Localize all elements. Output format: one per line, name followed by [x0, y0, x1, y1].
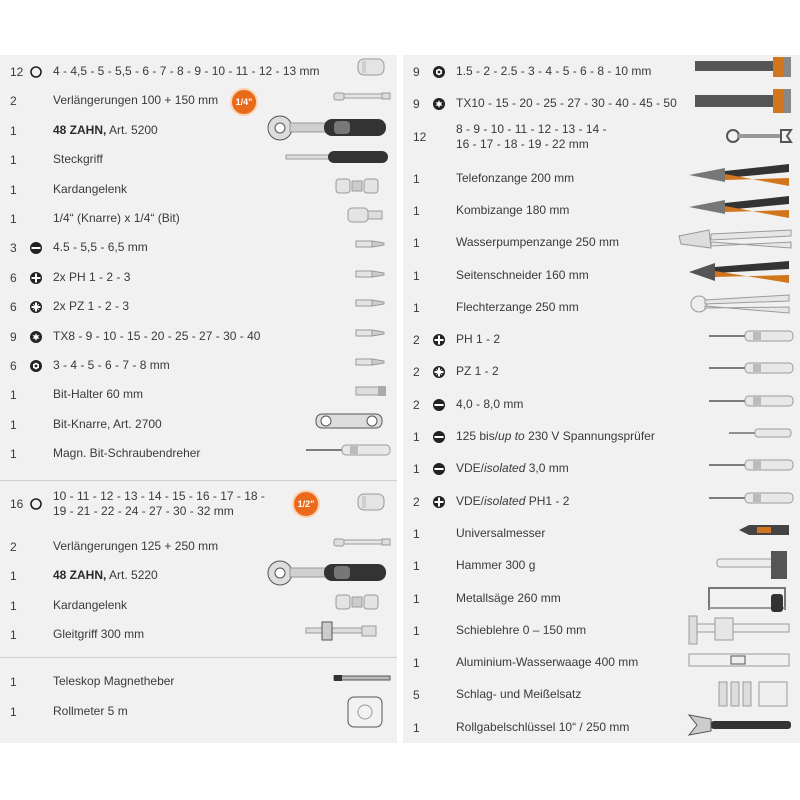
phillips-icon — [29, 271, 43, 285]
list-item — [413, 422, 798, 452]
list-item — [413, 293, 798, 323]
right-panel — [403, 55, 800, 743]
item-description — [53, 539, 218, 554]
list-item — [10, 561, 395, 591]
item-text: 1.5 - 2 - 2.5 - 3 - 4 - 5 - 6 - 8 - 10 mm — [456, 64, 652, 78]
section-divider — [0, 657, 397, 658]
item-description — [53, 417, 162, 432]
item-text: Schlag- und Meißelsatz — [456, 687, 582, 702]
item-text: Metallsäge 260 mm — [456, 590, 561, 605]
item-description — [456, 122, 607, 152]
list-item — [10, 116, 395, 146]
quantity: 1 — [413, 720, 420, 735]
quantity: 1 — [10, 417, 17, 432]
adjustable-wrench-icon — [685, 711, 795, 748]
item-description — [53, 598, 127, 613]
item-description — [53, 329, 260, 344]
item-description — [53, 93, 218, 108]
item-text-line2: 19 - 21 - 22 - 24 - 27 - 30 - 32 mm — [53, 504, 234, 518]
quantity: 1 — [413, 236, 420, 251]
quantity: 1 — [10, 598, 17, 613]
list-item — [10, 410, 395, 440]
item-model-label: 48 ZAHN, — [53, 568, 107, 583]
quantity: 2 — [413, 397, 420, 412]
list-item — [413, 357, 798, 387]
item-text: Rollgabelschlüssel 10“ / 250 mm — [456, 719, 630, 734]
tape-measure-icon — [342, 695, 392, 732]
item-text-italic: isolated — [484, 493, 526, 508]
screwdriver-icon — [302, 437, 392, 474]
list-item — [10, 263, 395, 293]
item-text: 10 - 11 - 12 - 13 - 14 - 15 - 16 - 17 - 18 - — [53, 489, 265, 503]
item-description — [53, 446, 200, 461]
item-text: 125 bis/ — [456, 429, 499, 443]
quantity: 9 — [10, 329, 17, 344]
item-text-italic: up to — [498, 429, 525, 443]
item-description — [456, 96, 677, 111]
item-text: 3 - 4 - 5 - 6 - 7 - 8 mm — [53, 358, 170, 372]
list-item — [10, 697, 395, 727]
quantity: 1 — [10, 627, 17, 642]
list-item — [10, 351, 395, 381]
item-description — [53, 182, 127, 197]
list-item — [413, 616, 798, 646]
quantity: 1 — [10, 675, 17, 689]
list-item — [413, 454, 798, 484]
quantity: 1 — [413, 623, 420, 638]
item-text-line2: 16 - 17 - 18 - 19 - 22 mm — [456, 136, 589, 151]
item-description — [456, 655, 638, 670]
item-model-label: 48 ZAHN, — [53, 122, 107, 137]
item-text: PZ 1 - 2 — [456, 364, 499, 379]
list-item — [413, 390, 798, 420]
socket-icon — [352, 490, 392, 527]
item-description — [456, 591, 561, 606]
item-description — [53, 152, 103, 167]
item-text: 2x PH 1 - 2 - 3 — [53, 269, 131, 284]
quantity: 1 — [10, 123, 17, 138]
item-description — [456, 64, 651, 79]
item-text: Rollmeter 5 m — [53, 704, 128, 718]
quantity: 2 — [413, 494, 420, 509]
slot-icon — [432, 462, 446, 476]
item-description — [53, 64, 320, 79]
item-description — [53, 211, 180, 226]
quantity: 2 — [10, 540, 17, 554]
item-description — [456, 235, 619, 250]
item-description — [53, 358, 170, 373]
quantity: 1 — [413, 526, 420, 541]
list-item — [413, 122, 798, 158]
item-text: 8 - 9 - 10 - 11 - 12 - 13 - 14 - — [456, 121, 607, 136]
item-text: Flechterzange 250 mm — [456, 299, 579, 314]
item-description — [456, 332, 500, 347]
list-item — [10, 439, 395, 469]
combination-wrench-icon — [725, 123, 795, 160]
list-item — [10, 204, 395, 234]
item-description — [456, 397, 523, 412]
ring-icon — [29, 497, 43, 511]
item-description — [53, 674, 174, 689]
list-item — [413, 584, 798, 614]
item-description — [53, 123, 158, 138]
quantity: 3 — [10, 241, 17, 256]
item-description — [456, 429, 655, 444]
list-item — [10, 380, 395, 410]
quantity: 1 — [10, 447, 17, 462]
quantity: 1 — [413, 656, 420, 671]
item-text: TX8 - 9 - 10 - 15 - 20 - 25 - 27 - 30 - 40 — [53, 328, 261, 343]
item-text: Telefonzange 200 mm — [456, 170, 575, 185]
list-item — [10, 57, 395, 87]
quantity: 1 — [413, 430, 420, 444]
item-description — [456, 268, 589, 283]
item-text-italic: isolated — [484, 461, 526, 476]
section-divider — [0, 480, 397, 481]
list-item — [10, 667, 395, 697]
item-text: 2x PZ 1 - 2 - 3 — [53, 299, 130, 314]
list-item — [10, 532, 395, 562]
item-text: TX10 - 15 - 20 - 25 - 27 - 30 - 40 - 45 - 50 — [456, 96, 677, 111]
item-description — [456, 526, 545, 541]
item-text: Art. 5200 — [106, 122, 158, 137]
quantity: 1 — [10, 569, 17, 584]
left-panel — [0, 55, 397, 743]
quantity: 2 — [413, 365, 420, 380]
item-text: 1/4“ (Knarre) x 1/4“ (Bit) — [53, 211, 180, 225]
item-text: Seitenschneider 160 mm — [456, 267, 589, 282]
item-description — [53, 299, 129, 314]
list-item — [413, 648, 798, 678]
quantity: 2 — [10, 94, 17, 109]
item-description — [456, 171, 574, 186]
item-description — [53, 489, 265, 519]
quantity: 12 — [10, 65, 24, 79]
list-item — [10, 322, 395, 352]
quantity: 1 — [413, 300, 420, 315]
quantity: 1 — [10, 182, 17, 197]
quantity: 1 — [413, 559, 420, 574]
phillips-icon — [432, 333, 446, 347]
item-description — [456, 623, 586, 638]
torx-icon — [432, 97, 446, 111]
list-item — [413, 261, 798, 291]
list-item — [413, 519, 798, 549]
quantity: 2 — [413, 333, 420, 348]
item-text: 4 - 4,5 - 5 - 5,5 - 6 - 7 - 8 - 9 - 10 - 11 - 12 - 13 mm — [53, 64, 320, 78]
drive-size-badge: 1/2" — [292, 490, 320, 518]
item-text: Kardangelenk — [53, 597, 128, 612]
list-item — [10, 86, 395, 116]
list-item — [413, 57, 798, 87]
quantity: 1 — [413, 462, 420, 477]
quantity: 16 — [10, 497, 24, 511]
item-text: Kardangelenk — [53, 181, 128, 196]
list-item — [413, 487, 798, 517]
item-text: 4.5 - 5,5 - 6,5 mm — [53, 240, 148, 255]
list-item — [413, 89, 798, 119]
list-item — [413, 325, 798, 355]
quantity: 1 — [413, 268, 420, 283]
quantity: 6 — [10, 359, 17, 373]
hex-icon — [29, 359, 43, 373]
item-text: 4,0 - 8,0 mm — [456, 396, 524, 411]
item-text: Bit-Halter 60 mm — [53, 387, 144, 402]
quantity: 6 — [10, 270, 17, 285]
item-text: Verlängerungen 100 + 150 mm — [53, 93, 219, 108]
quantity: 1 — [413, 591, 420, 606]
slot-icon — [432, 398, 446, 412]
item-description — [456, 203, 569, 218]
item-description — [53, 240, 148, 255]
list-item — [10, 175, 395, 205]
item-text-tail: 230 V Spannungsprüfer — [524, 429, 655, 443]
slot-icon — [29, 241, 43, 255]
item-text-tail: PH1 - 2 — [525, 493, 570, 508]
item-description — [53, 270, 130, 285]
list-item — [413, 164, 798, 194]
hex-icon — [432, 65, 446, 79]
item-text: Bit-Knarre, Art. 2700 — [53, 416, 162, 431]
item-text: Hammer 300 g — [456, 558, 536, 573]
list-item — [10, 233, 395, 263]
item-text: Art. 5220 — [106, 568, 158, 583]
item-description — [53, 568, 158, 583]
item-text: Universalmesser — [456, 525, 546, 540]
item-text: VDE/ — [456, 493, 485, 508]
item-text: Aluminium-Wasserwaage 400 mm — [456, 655, 639, 670]
torx-key-set-icon — [685, 87, 795, 124]
quantity: 9 — [413, 65, 420, 79]
quantity: 9 — [413, 97, 420, 112]
item-description — [456, 494, 569, 509]
item-text: Schieblehre 0 – 150 mm — [456, 622, 587, 637]
item-description — [456, 300, 579, 315]
item-text: Steckgriff — [53, 152, 103, 167]
item-description — [456, 558, 535, 573]
item-description — [456, 461, 569, 476]
item-text: VDE/ — [456, 461, 485, 476]
item-text: Kombizange 180 mm — [456, 202, 570, 217]
quantity: 6 — [10, 300, 17, 315]
item-text: Verlängerungen 125 + 250 mm — [53, 539, 219, 553]
ring-icon — [29, 65, 43, 79]
list-item — [413, 680, 798, 710]
quantity: 1 — [10, 705, 17, 719]
quantity: 5 — [413, 688, 420, 703]
item-text-tail: 3,0 mm — [525, 461, 569, 476]
list-item — [413, 228, 798, 258]
quantity: 1 — [10, 388, 17, 403]
quantity: 1 — [413, 171, 420, 186]
quantity: 12 — [413, 129, 427, 144]
pozidriv-icon — [432, 365, 446, 379]
item-description — [456, 364, 499, 379]
quantity: 1 — [10, 153, 17, 168]
pozidriv-icon — [29, 300, 43, 314]
item-text: Wasserpumpenzange 250 mm — [456, 235, 619, 250]
phillips-icon — [432, 495, 446, 509]
list-item — [413, 713, 798, 743]
item-text: Gleitgriff 300 mm — [53, 626, 145, 641]
item-description — [456, 720, 629, 735]
item-description — [53, 387, 143, 402]
item-description — [456, 687, 581, 702]
list-item — [10, 591, 395, 621]
t-bar-icon — [302, 618, 392, 655]
item-text: Teleskop Magnetheber — [53, 674, 175, 688]
list-item — [10, 145, 395, 175]
list-item — [10, 489, 395, 525]
item-description — [53, 704, 128, 719]
list-item — [10, 292, 395, 322]
list-item — [10, 620, 395, 650]
slot-icon — [432, 430, 446, 444]
item-text: Magn. Bit-Schraubendreher — [53, 446, 201, 461]
list-item — [413, 196, 798, 226]
torx-icon — [29, 330, 43, 344]
drive-size-badge: 1/4" — [230, 88, 258, 116]
item-description — [53, 627, 144, 642]
item-text: PH 1 - 2 — [456, 332, 501, 347]
list-item — [413, 551, 798, 581]
quantity: 1 — [10, 212, 17, 226]
quantity: 1 — [413, 203, 420, 218]
